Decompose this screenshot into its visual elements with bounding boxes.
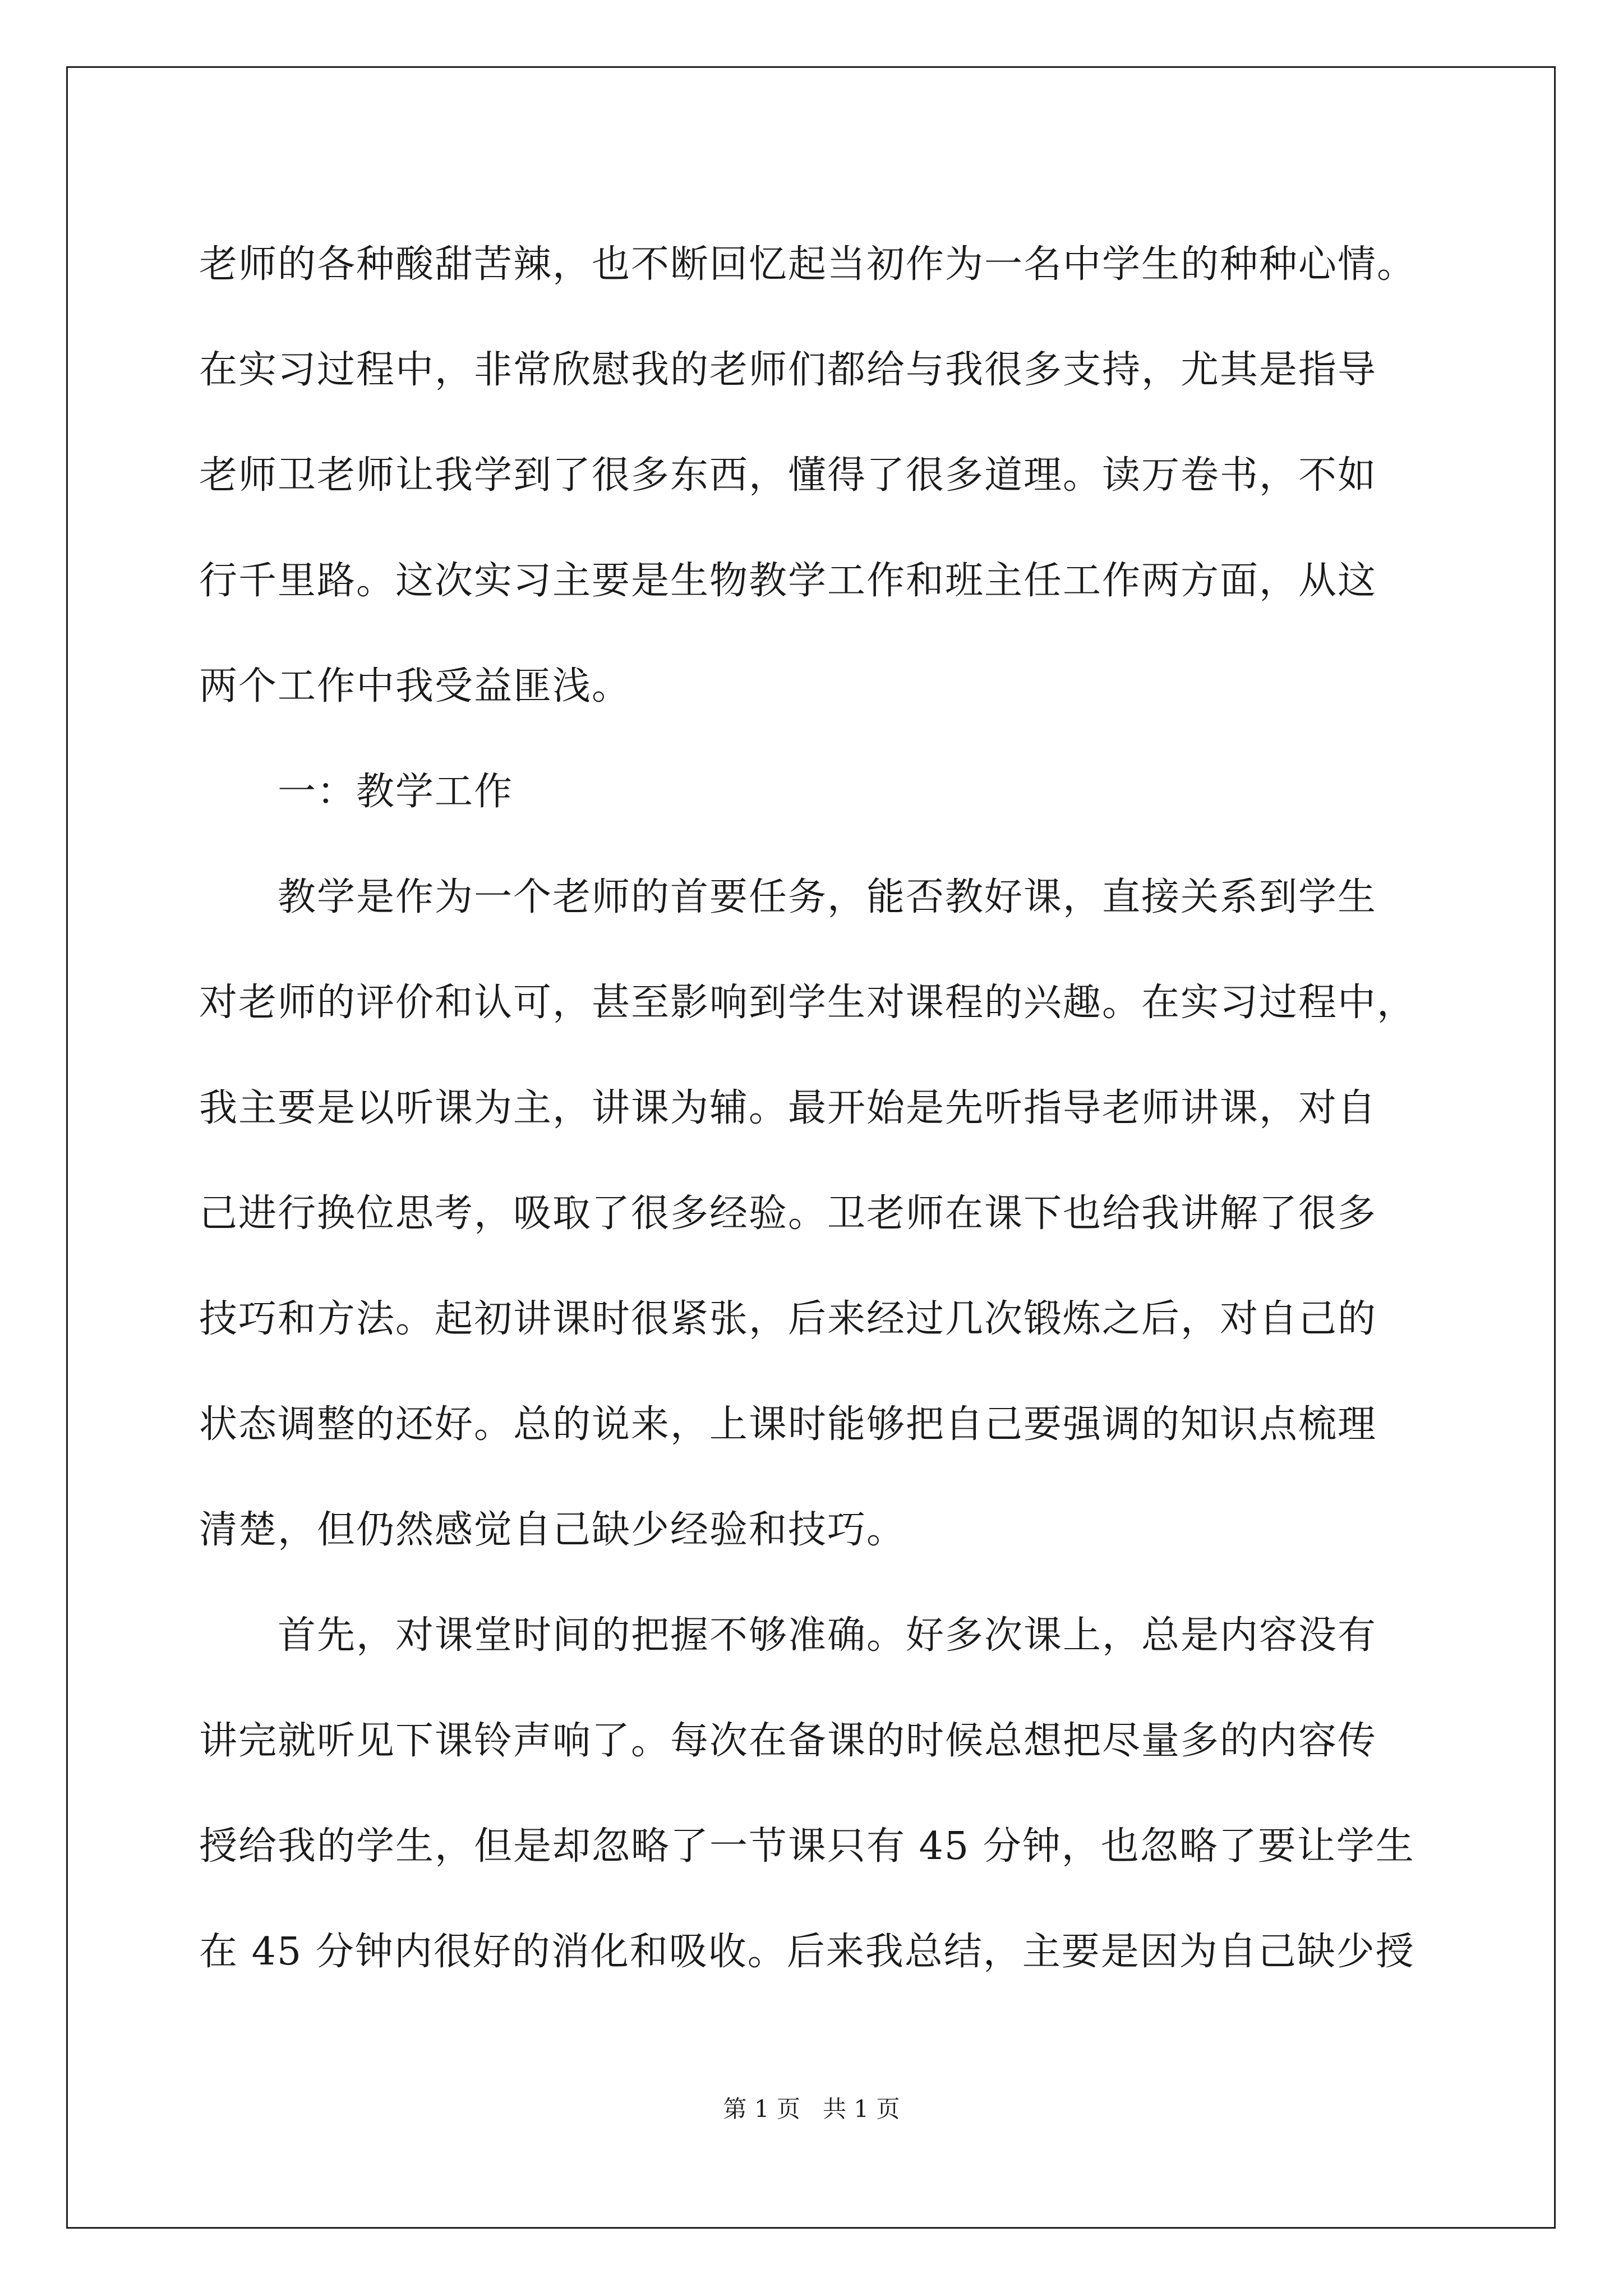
- text-line: 首先，对课堂时间的把握不够准确。好多次课上，总是内容没有: [199, 1613, 1377, 1658]
- text-line: 在 45 分钟内很好的消化和吸收。后来我总结，主要是因为自己缺少授: [199, 1930, 1415, 1974]
- section-heading: 一：教学工作: [199, 770, 514, 814]
- page-footer: 第 1 页 共 1 页: [723, 2095, 900, 2123]
- text-line: 对老师的评价和认可，甚至影响到学生对课程的兴趣。在实习过程中，: [199, 981, 1417, 1025]
- text-line: 授给我的学生，但是却忽略了一节课只有 45 分钟，也忽略了要让学生: [199, 1824, 1415, 1869]
- text-line: 老师卫老师让我学到了很多东西，懂得了很多道理。读万卷书，不如: [199, 453, 1377, 498]
- document-body: [199, 212, 1433, 2005]
- text-line: 我主要是以听课为主，讲课为辅。最开始是先听指导老师讲课，对自: [199, 1086, 1377, 1130]
- text-line: 行千里路。这次实习主要是生物教学工作和班主任工作两方面，从这: [199, 559, 1377, 603]
- text-line: 教学是作为一个老师的首要任务，能否教好课，直接关系到学生: [199, 875, 1377, 919]
- text-line: 老师的各种酸甜苦辣，也不断回忆起当初作为一名中学生的种种心情。: [199, 242, 1417, 287]
- text-line: 清楚，但仍然感觉自己缺少经验和技巧。: [199, 1508, 906, 1552]
- text-line: 在实习过程中，非常欣慰我的老师们都给与我很多支持，尤其是指导: [199, 348, 1377, 392]
- text-line: 己进行换位思考，吸取了很多经验。卫老师在课下也给我讲解了很多: [199, 1191, 1377, 1236]
- text-line: 讲完就听见下课铃声响了。每次在备课的时候总想把尽量多的内容传: [199, 1719, 1377, 1763]
- text-line: 技巧和方法。起初讲课时很紧张，后来经过几次锻炼之后，对自己的: [199, 1297, 1377, 1341]
- text-line: 状态调整的还好。总的说来，上课时能够把自己要强调的知识点梳理: [199, 1402, 1377, 1447]
- text-line: 两个工作中我受益匪浅。: [199, 664, 631, 708]
